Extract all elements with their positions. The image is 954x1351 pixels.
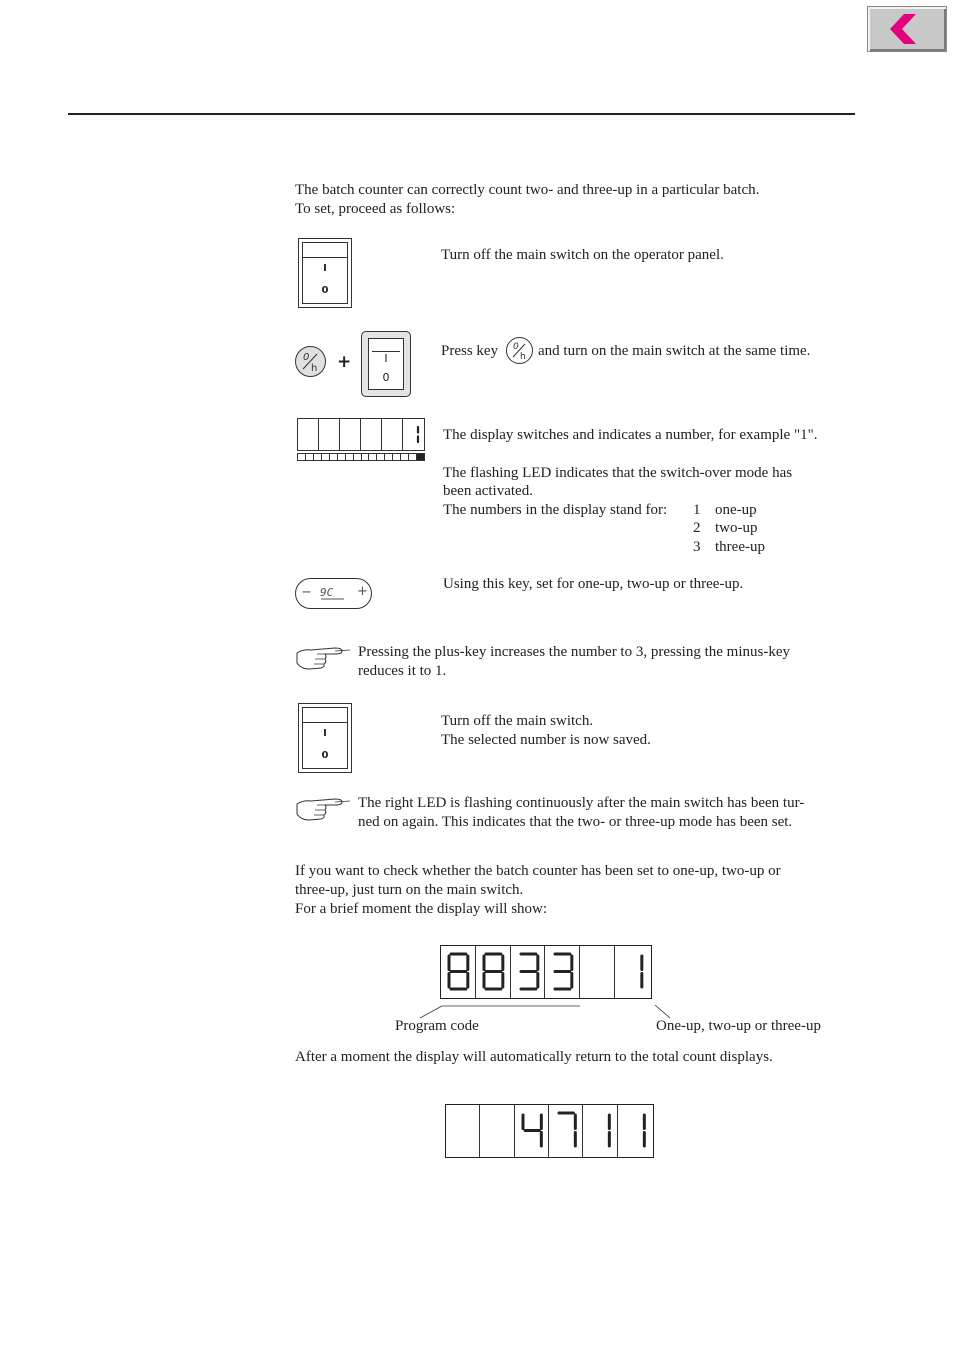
check-line-2: three-up, just turn on the main switch.	[295, 882, 524, 898]
minus-label: −	[301, 585, 312, 600]
intro-line-2: To set, proceed as follows:	[295, 201, 456, 217]
check-line-3: For a brief moment the display will show:	[295, 901, 548, 917]
header-rule	[68, 113, 855, 115]
program-code-display-digit-3	[511, 946, 546, 998]
program-code-display	[440, 945, 652, 999]
main-switch-icon: I 0	[298, 238, 352, 308]
step4-text: Using this key, set for one-up, two-up or three-up.	[443, 576, 744, 592]
total-count-display-digit-4	[549, 1105, 583, 1157]
svg-text:9C: 9C	[320, 586, 334, 599]
small-display-icon	[297, 418, 425, 451]
program-code-display-digit-2	[476, 946, 511, 998]
total-count-display-digit-6	[618, 1105, 652, 1157]
main-switch-on-icon: I 0	[361, 331, 411, 397]
mode-label: One-up, two-up or three-up	[656, 1018, 821, 1034]
step3-line-4: The numbers in the display stand for:	[443, 502, 668, 518]
total-count-display-digit-3	[515, 1105, 549, 1157]
note1-line-2: reduces it to 1.	[358, 663, 447, 679]
mode-num-1: 1	[693, 502, 701, 518]
svg-text:h: h	[520, 352, 526, 362]
intro-line-1: The batch counter can correctly count two- and three-up in a particular batch.	[295, 182, 760, 198]
led-bar-icon	[297, 453, 425, 461]
pointing-hand-icon	[295, 643, 353, 671]
note1-line-1: Pressing the plus-key increases the number to 3, pressing the minus-key	[358, 644, 790, 660]
count-reset-key-inline-icon	[506, 337, 533, 364]
chevron-left-icon	[890, 13, 924, 45]
main-switch-icon-2: I 0	[298, 703, 352, 773]
mode-label-3: three-up	[715, 539, 765, 555]
count-reset-key-icon	[295, 346, 326, 377]
total-count-display-digit-1	[446, 1105, 480, 1157]
step3-line-3: been activated.	[443, 483, 533, 499]
pointing-hand-icon-2	[295, 794, 353, 822]
step5-line-2: The selected number is now saved.	[441, 732, 651, 748]
step3-line-2: The flashing LED indicates that the switch-over mode has	[443, 465, 793, 481]
svg-text:0: 0	[513, 342, 519, 352]
step1-text: Turn off the main switch on the operator panel.	[441, 247, 724, 263]
program-code-display-digit-1	[441, 946, 476, 998]
program-code-display-digit-5	[580, 946, 615, 998]
step3-line-1: The display switches and indicates a number, for example "1".	[443, 427, 818, 443]
check-line-1: If you want to check whether the batch counter has been set to one-up, two-up or	[295, 863, 781, 879]
back-button[interactable]	[867, 6, 947, 52]
program-code-label: Program code	[395, 1018, 479, 1034]
mode-num-3: 3	[693, 539, 701, 555]
mode-num-2: 2	[693, 520, 701, 536]
step2-text-before: Press key	[441, 343, 499, 359]
mode-label-1: one-up	[715, 502, 757, 518]
program-code-display-digit-6	[615, 946, 650, 998]
plus-minus-key-icon	[295, 578, 372, 609]
step2-text-after: and turn on the main switch at the same time.	[538, 343, 811, 359]
plus-sign: +	[337, 352, 352, 372]
step5-line-1: Turn off the main switch.	[441, 713, 594, 729]
total-count-display	[445, 1104, 654, 1158]
note2-line-1: The right LED is flashing continuously after the main switch has been tur-	[358, 795, 805, 811]
mode-label-2: two-up	[715, 520, 758, 536]
note2-line-2: ned on again. This indicates that the two- or three-up mode has been set.	[358, 814, 793, 830]
up-count-glyph-icon	[320, 586, 346, 602]
svg-text:0: 0	[303, 352, 310, 363]
program-code-display-digit-4	[545, 946, 580, 998]
plus-label: +	[357, 584, 368, 599]
total-count-display-digit-2	[480, 1105, 514, 1157]
after-text: After a moment the display will automatically return to the total count displays.	[295, 1049, 773, 1065]
svg-text:h: h	[311, 363, 318, 374]
total-count-display-digit-5	[583, 1105, 617, 1157]
